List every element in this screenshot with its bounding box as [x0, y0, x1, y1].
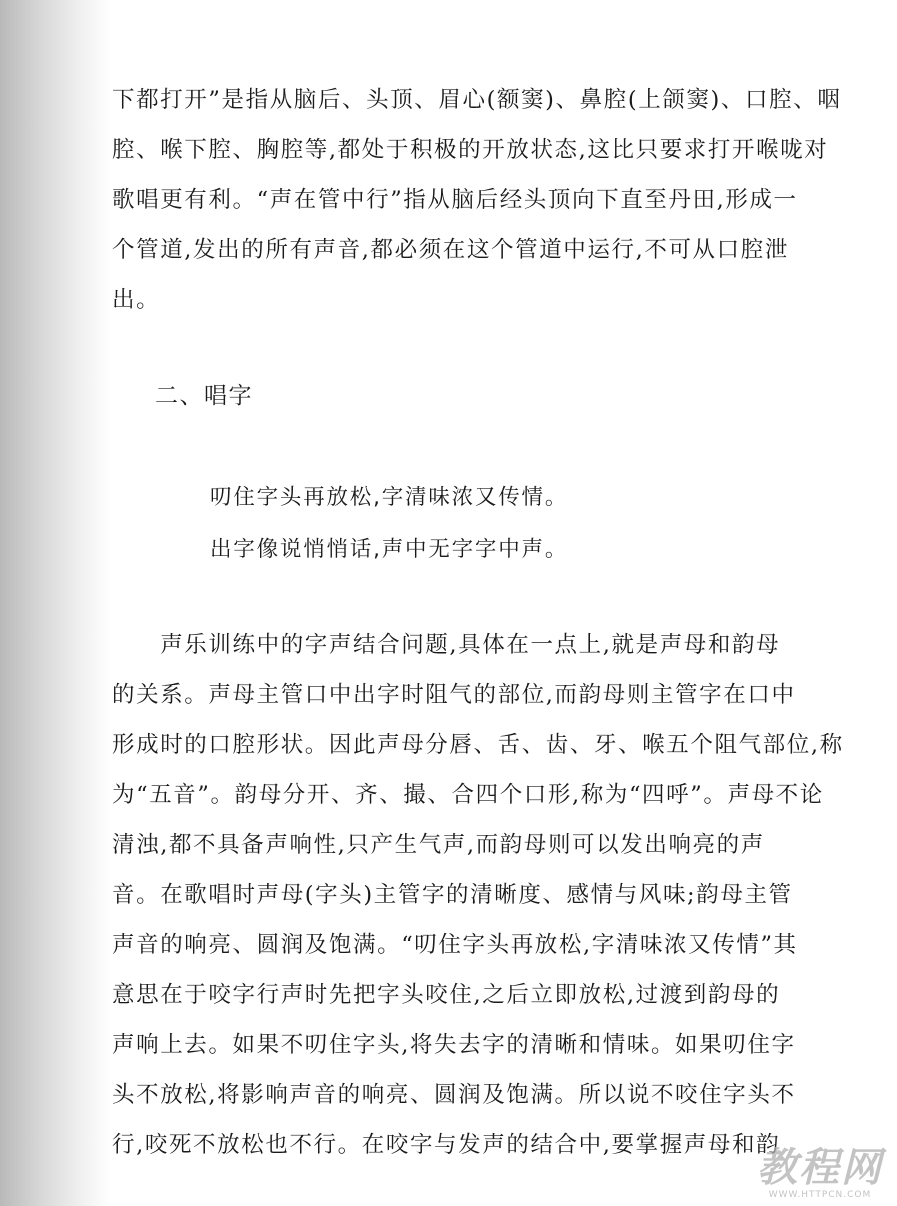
- text-line: 形成时的口腔形状。因此声母分唇、舌、齿、牙、喉五个阻气部位,称: [112, 732, 844, 758]
- poem-verse: 出字像说悄悄话,声中无字字中声。: [210, 537, 569, 562]
- text-line: 为“五音”。韵母分开、齐、撮、合四个口形,称为“四呼”。声母不论: [112, 782, 824, 808]
- text-line: 的关系。声母主管口中出字时阻气的部位,而韵母则主管字在口中: [112, 682, 796, 708]
- text-line: 下都打开”是指从脑后、头顶、眉心(额窦)、鼻腔(上颌窦)、口腔、咽: [112, 87, 842, 113]
- text-line: 出。: [112, 287, 161, 313]
- text-line: 音。在歌唱时声母(字头)主管字的清晰度、感情与风味;韵母主管: [112, 882, 793, 908]
- text-line: 腔、喉下腔、胸腔等,都处于积极的开放状态,这比只要求打开喉咙对: [112, 137, 829, 163]
- poem-quote: [210, 474, 568, 578]
- text-line: 个管道,发出的所有声音,都必须在这个管道中运行,不可从口腔泄: [112, 237, 789, 263]
- text-line: 歌唱更有利。“声在管中行”指从脑后经头顶向下直至丹田,形成一: [112, 187, 798, 213]
- watermark-logo: 教程网: [757, 1145, 883, 1191]
- text-line: 行,咬死不放松也不行。在咬字与发声的结合中,要掌握声母和韵: [112, 1132, 781, 1158]
- text-line: 声乐训练中的字声结合问题,具体在一点上,就是声母和韵母: [112, 632, 781, 658]
- paragraph-body: [112, 620, 844, 1170]
- section-heading: 二、唱字: [155, 383, 253, 409]
- site-watermark: [757, 1146, 883, 1200]
- text-line: 意思在于咬字行声时先把字头咬住,之后立即放松,过渡到韵母的: [112, 982, 781, 1008]
- poem-verse: 叨住字头再放松,字清味浓又传情。: [210, 485, 569, 510]
- paragraph-continuation: [112, 75, 842, 325]
- watermark-url: WWW.HTTPCN.COM: [768, 1190, 872, 1200]
- text-line: 声响上去。如果不叨住字头,将失去字的清晰和情味。如果叨住字: [112, 1032, 796, 1058]
- text-line: 头不放松,将影响声音的响亮、圆润及饱满。所以说不咬住字头不: [112, 1082, 796, 1108]
- text-line: 清浊,都不具备声响性,只产生气声,而韵母则可以发出响亮的声: [112, 832, 765, 858]
- text-line: 声音的响亮、圆润及饱满。“叨住字头再放松,字清味浓又传情”其: [112, 932, 798, 958]
